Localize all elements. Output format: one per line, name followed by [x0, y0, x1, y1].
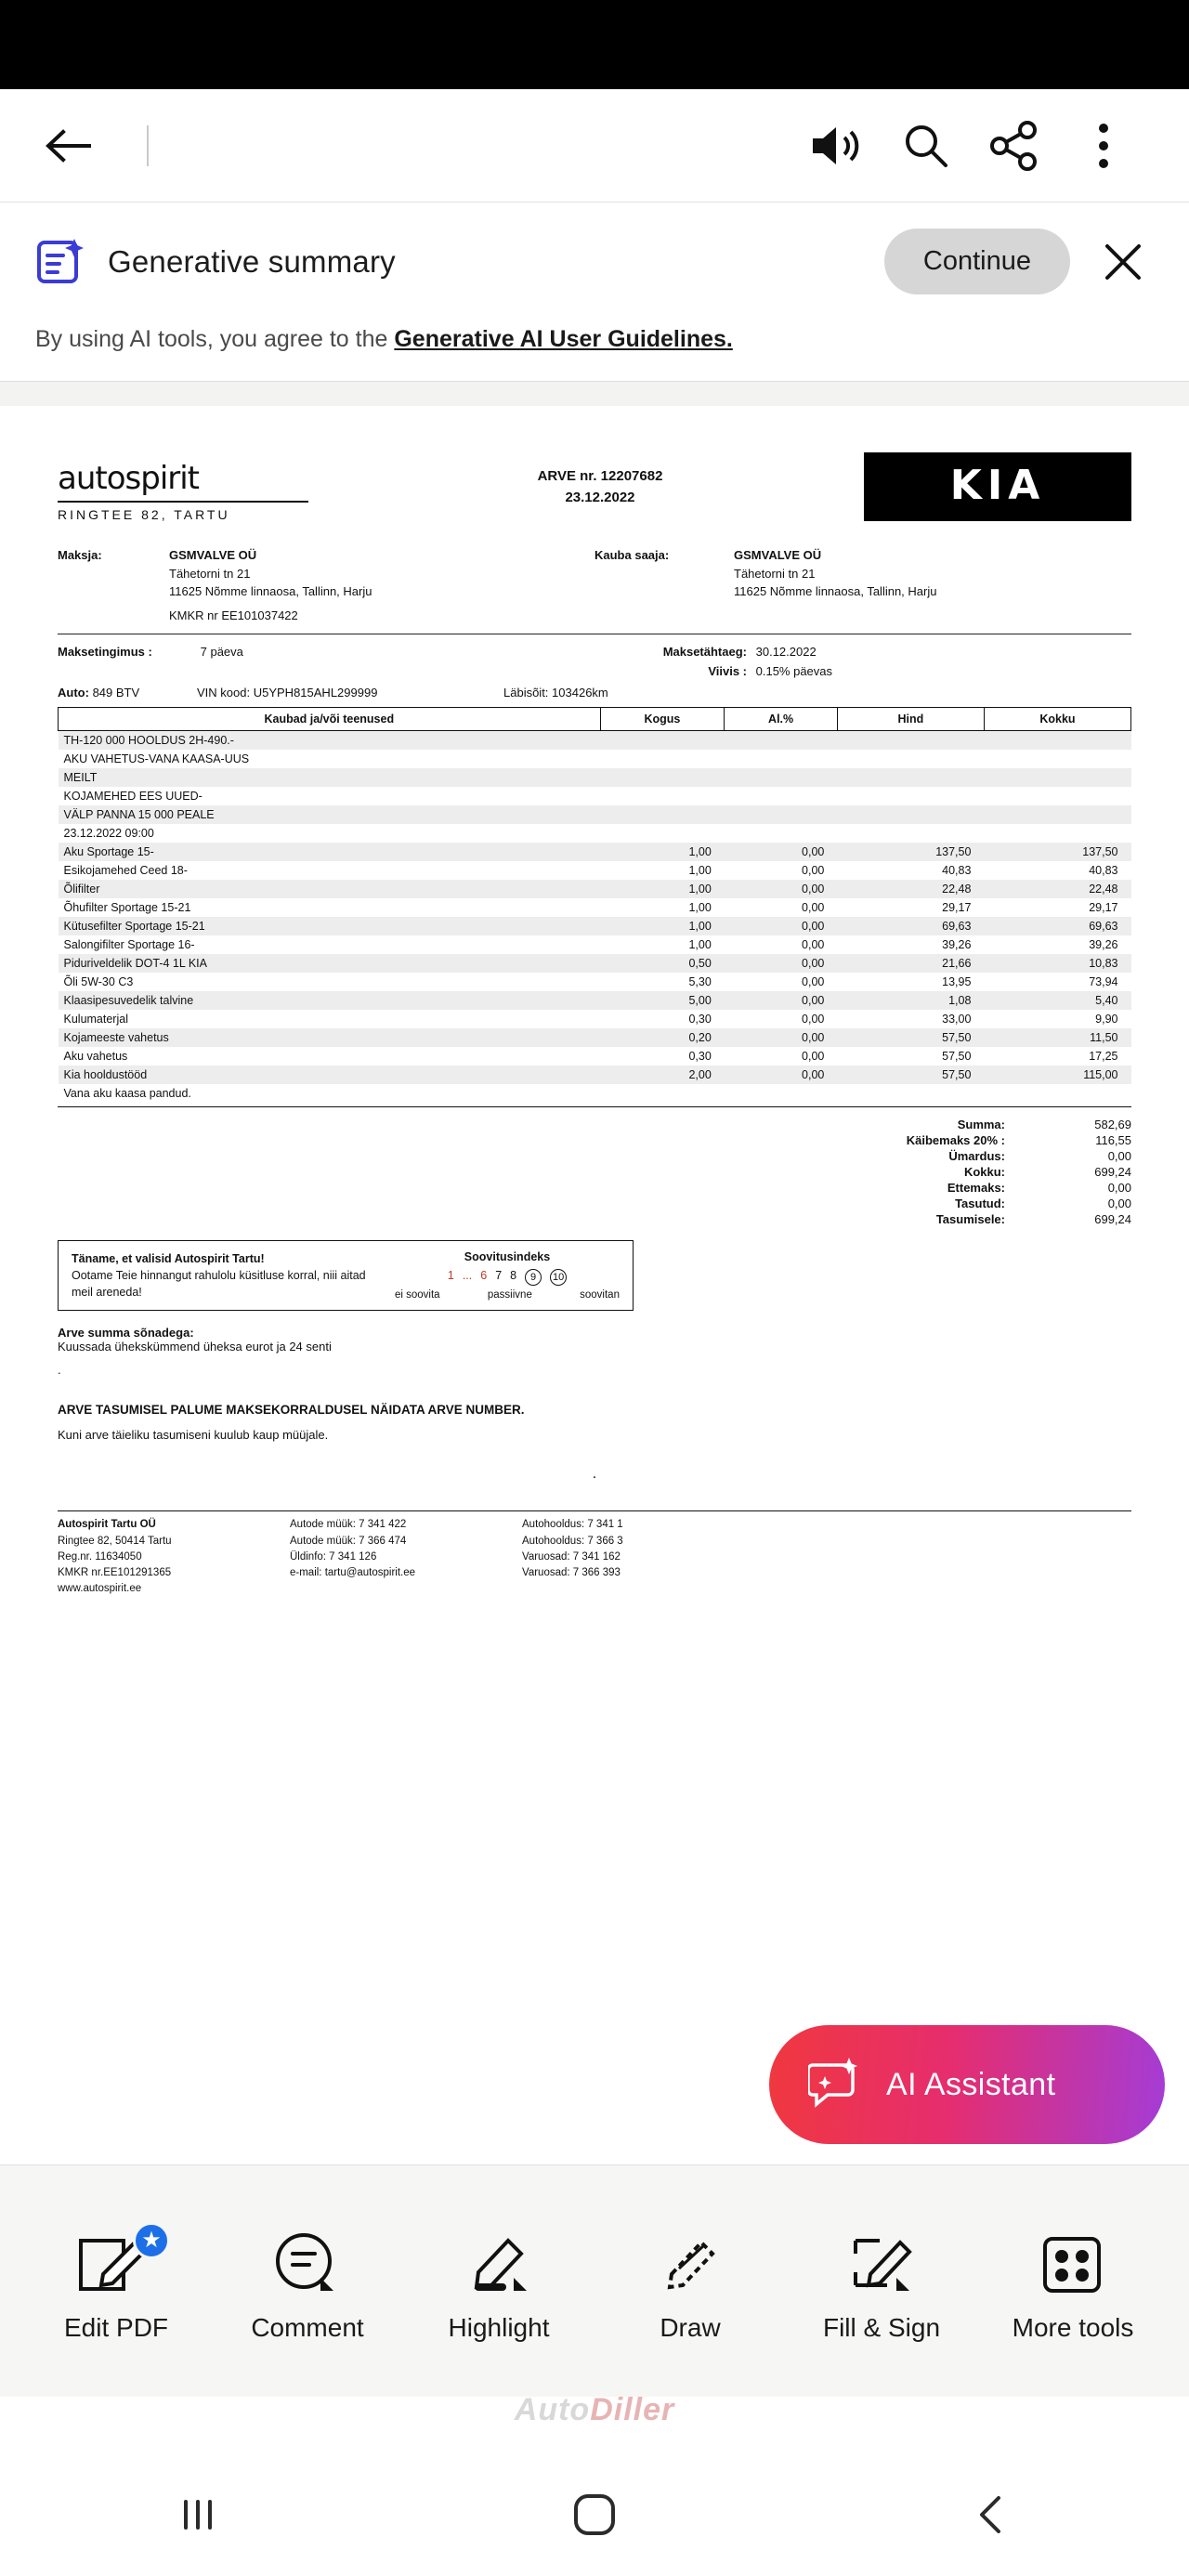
svg-text:KIA: KIA — [949, 462, 1046, 509]
generative-summary-title: Generative summary — [108, 243, 396, 279]
note-text: AKU VAHETUS-VANA KAASA-UUS — [59, 750, 1131, 768]
line-items-table — [58, 707, 1131, 1103]
cell-name: Kia hooldustööd — [59, 1066, 601, 1084]
draw-icon — [597, 2220, 783, 2309]
table-row — [59, 843, 1131, 861]
totals-label: Ümardus: — [948, 1148, 1005, 1163]
cell-disc: 0,00 — [725, 1028, 838, 1047]
search-icon — [899, 120, 951, 172]
footer-reg: Reg.nr. 11634050 — [58, 1550, 142, 1563]
penalty-label: Viivis : — [708, 664, 747, 679]
logo-wordmark: autospirit — [58, 460, 200, 497]
cell-total: 9,90 — [984, 1010, 1130, 1028]
recents-icon — [175, 2494, 221, 2535]
payer-name: GSMVALVE OÜ — [169, 548, 257, 562]
tool-highlight[interactable] — [406, 2220, 592, 2343]
watermark-part-1: Auto — [514, 2392, 591, 2427]
auto-label: Auto: — [58, 685, 89, 700]
footer-company: Autospirit Tartu OÜ — [58, 1519, 156, 1531]
cell-qty: 1,00 — [600, 843, 725, 861]
tool-label-edit-pdf: Edit PDF — [63, 2312, 169, 2342]
cell-total: 115,00 — [984, 1066, 1130, 1084]
table-row — [59, 973, 1131, 991]
tool-label-more-tools: More tools — [1012, 2312, 1134, 2342]
payer-block — [58, 546, 594, 624]
highlight-icon — [406, 2220, 592, 2309]
cell-price: 1,08 — [837, 991, 984, 1010]
table-note-row — [59, 730, 1131, 750]
nps-value: 9 — [525, 1269, 542, 1286]
header-total: Kokku — [984, 707, 1130, 730]
table-note-row — [59, 750, 1131, 768]
recents-button[interactable] — [105, 2494, 291, 2535]
cell-disc: 0,00 — [725, 1047, 838, 1066]
duedate-value: 30.12.2022 — [755, 645, 817, 659]
cell-name: Klaasipesuvedelik talvine — [59, 991, 601, 1010]
auto-value: 849 BTV — [92, 685, 140, 700]
arrow-left-icon — [45, 126, 95, 165]
more-tools-icon — [980, 2220, 1166, 2309]
totals-block — [58, 1117, 1131, 1227]
invoice-no-label: ARVE nr. — [537, 468, 597, 484]
fill-sign-icon — [789, 2220, 974, 2309]
cell-total: 29,17 — [984, 898, 1130, 917]
receiver-address-1: Tähetorni tn 21 — [734, 566, 816, 581]
vin-value: U5YPH815AHL299999 — [253, 685, 378, 700]
nps-value: 1 — [447, 1268, 454, 1282]
document-footer — [58, 1517, 1131, 1597]
cell-name: Piduriveldelik DOT-4 1L KIA — [59, 954, 601, 973]
totals-row — [907, 1117, 1131, 1132]
footer-contact-line: Autohooldus: 7 366 3 — [522, 1535, 623, 1547]
totals-value: 582,69 — [1094, 1117, 1131, 1131]
logo-subtitle: RINGTEE 82, TARTU — [58, 507, 230, 522]
footer-rule — [58, 1510, 1131, 1511]
nps-title: Soovitusindeks — [464, 1249, 551, 1263]
edit-pdf-badge: ★ — [133, 2222, 170, 2259]
cell-qty: 2,00 — [600, 1066, 725, 1084]
cell-price: 137,50 — [837, 843, 984, 861]
tool-label-draw: Draw — [660, 2312, 721, 2342]
divider-2 — [58, 1106, 1131, 1107]
cell-disc: 0,00 — [725, 935, 838, 954]
feedback-text: Ootame Teie hinnangut rahulolu küsitluse korral, niii aitad meil areneda! — [72, 1269, 366, 1300]
watermark-part-2: Diller — [590, 2392, 675, 2427]
tool-edit-pdf[interactable] — [23, 2220, 209, 2343]
cell-total: 69,63 — [984, 917, 1130, 935]
feedback-box — [58, 1240, 634, 1311]
tool-comment[interactable] — [215, 2220, 400, 2343]
generative-summary-banner — [0, 203, 1189, 311]
tool-draw[interactable] — [597, 2220, 783, 2343]
receiver-block — [594, 546, 1131, 624]
ai-terms-prefix: By using AI tools, you agree to the — [35, 326, 395, 352]
vehicle-row — [58, 686, 1131, 700]
cell-qty: 0,20 — [600, 1028, 725, 1047]
edit-pdf-icon — [23, 2220, 209, 2309]
cell-name: Õhufilter Sportage 15-21 — [59, 898, 601, 917]
footer-contact-line: Autohooldus: 7 341 1 — [522, 1519, 623, 1531]
table-row — [59, 1066, 1131, 1084]
amount-words-label: Arve summa sõnadega: — [58, 1326, 194, 1340]
totals-value: 0,00 — [1107, 1196, 1131, 1210]
cell-disc: 0,00 — [725, 973, 838, 991]
totals-row — [907, 1180, 1131, 1196]
footer-contact-line: Autode müük: 7 341 422 — [290, 1519, 407, 1531]
totals-value: 699,24 — [1094, 1211, 1131, 1226]
totals-label: Tasumisele: — [935, 1211, 1005, 1226]
payer-label: Maksja: — [58, 548, 102, 562]
footer-kmkr: KMKR nr.EE101291365 — [58, 1567, 172, 1578]
overflow-menu-button[interactable] — [1059, 120, 1148, 172]
cell-name: Kojameeste vahetus — [59, 1028, 601, 1047]
pdf-viewer[interactable] — [0, 382, 1189, 1595]
logo-rule — [58, 501, 308, 503]
ai-assistant-button[interactable] — [769, 2025, 1165, 2144]
cell-disc: 0,00 — [725, 1010, 838, 1028]
totals-value: 699,24 — [1094, 1164, 1131, 1179]
totals-label: Käibemaks 20% : — [906, 1132, 1005, 1147]
cell-price: 39,26 — [837, 935, 984, 954]
status-bar — [0, 0, 1189, 89]
duedate-label: Maksetähtaeg: — [662, 645, 747, 659]
totals-value: 116,55 — [1095, 1132, 1131, 1147]
comment-icon — [215, 2220, 400, 2309]
totals-row — [907, 1211, 1131, 1227]
totals-label: Ettemaks: — [947, 1180, 1005, 1195]
payment-notice: ARVE TASUMISEL PALUME MAKSEKORRALDUSEL NÄIDATA ARVE NUMBER. — [58, 1403, 525, 1418]
payer-vat: KMKR nr EE101037422 — [169, 608, 298, 622]
cell-total: 39,26 — [984, 935, 1130, 954]
payment-terms-block — [58, 642, 1131, 682]
ai-assistant-icon — [808, 2056, 862, 2114]
tool-more-tools[interactable] — [980, 2220, 1166, 2343]
cell-disc: 0,00 — [725, 1066, 838, 1084]
footer-contact-line: Varuosad: 7 366 393 — [522, 1567, 621, 1578]
cell-name: Esikojamehed Ceed 18- — [59, 861, 601, 880]
cell-qty: 5,30 — [600, 973, 725, 991]
cell-price: 57,50 — [837, 1066, 984, 1084]
company-logo — [58, 447, 336, 522]
nps-value: 8 — [510, 1268, 517, 1282]
footer-contacts-sales — [290, 1517, 522, 1597]
footer-address: Ringtee 82, 50414 Tartu — [58, 1535, 172, 1547]
totals-row — [907, 1164, 1131, 1180]
system-navigation-bar — [0, 2452, 1189, 2576]
cell-disc: 0,00 — [725, 898, 838, 917]
table-row — [59, 880, 1131, 898]
header-qty: Kogus — [600, 707, 725, 730]
tool-label-comment: Comment — [251, 2312, 364, 2342]
totals-value: 0,00 — [1107, 1148, 1131, 1163]
cell-qty: 1,00 — [600, 861, 725, 880]
cell-total: 137,50 — [984, 843, 1130, 861]
note-text: KOJAMEHED EES UUED- — [59, 787, 1131, 805]
nps-left-label: ei soovita — [395, 1288, 440, 1301]
nav-back-button[interactable] — [898, 2492, 1084, 2537]
cell-price: 40,83 — [837, 861, 984, 880]
nps-value: ... — [462, 1268, 473, 1282]
receiver-name: GSMVALVE OÜ — [734, 548, 822, 562]
nps-right-label: soovitan — [580, 1288, 620, 1301]
page-center-dot: . — [592, 1466, 597, 1483]
ai-guidelines-link[interactable]: Generative AI User Guidelines. — [394, 326, 733, 352]
cell-disc: 0,00 — [725, 880, 838, 898]
close-summary-button[interactable] — [1091, 241, 1156, 283]
cell-name: Salongifilter Sportage 16- — [59, 935, 601, 954]
cell-qty: 0,30 — [600, 1047, 725, 1066]
footer-contacts-service — [522, 1517, 764, 1597]
parties-block — [58, 546, 1131, 624]
cell-qty: 1,00 — [600, 917, 725, 935]
cell-price: 57,50 — [837, 1047, 984, 1066]
close-icon — [1102, 241, 1144, 283]
table-row — [59, 917, 1131, 935]
site-watermark — [0, 2392, 1189, 2428]
nav-back-icon — [971, 2492, 1012, 2537]
cell-name: Aku Sportage 15- — [59, 843, 601, 861]
share-icon — [988, 120, 1040, 172]
payterms-label: Maksetingimus : — [58, 645, 152, 659]
penalty-value: 0.15% päevas — [755, 664, 833, 679]
cell-name: Aku vahetus — [59, 1047, 601, 1066]
cell-total: 5,40 — [984, 991, 1130, 1010]
ai-assistant-label: AI Assistant — [886, 2066, 1056, 2102]
totals-row — [907, 1132, 1131, 1148]
cell-price: 57,50 — [837, 1028, 984, 1047]
cell-disc: 0,00 — [725, 861, 838, 880]
cell-price: 33,00 — [837, 1010, 984, 1028]
kia-logo — [864, 452, 1131, 521]
tool-fill-sign[interactable] — [789, 2220, 974, 2343]
cell-qty: 0,50 — [600, 954, 725, 973]
cell-total: 11,50 — [984, 1028, 1130, 1047]
table-row — [59, 1010, 1131, 1028]
invoice-page — [0, 406, 1189, 1595]
cell-total: 22,48 — [984, 880, 1130, 898]
cell-qty: 0,30 — [600, 1010, 725, 1028]
spacer-dot: . — [58, 1363, 61, 1378]
footer-contact-line: e-mail: tartu@autospirit.ee — [290, 1567, 416, 1578]
totals-row — [907, 1148, 1131, 1164]
nps-value: 10 — [550, 1269, 567, 1286]
totals-label: Summa: — [957, 1117, 1005, 1131]
app-toolbar — [0, 89, 1189, 203]
speaker-icon — [807, 121, 865, 171]
receiver-label: Kauba saaja: — [594, 548, 670, 562]
cell-name: Kütusefilter Sportage 15-21 — [59, 917, 601, 935]
nps-value: 7 — [495, 1268, 503, 1282]
cell-price: 21,66 — [837, 954, 984, 973]
table-note-row — [59, 768, 1131, 787]
totals-row — [907, 1196, 1131, 1211]
cell-qty: 1,00 — [600, 898, 725, 917]
pdf-tools-bar — [0, 2164, 1189, 2397]
table-row — [59, 898, 1131, 917]
ownership-notice: Kuni arve täieliku tasumiseni kuulub kaup müüjale. — [58, 1428, 329, 1443]
nps-mid-label: passiivne — [487, 1288, 532, 1301]
table-row — [59, 935, 1131, 954]
footer-web: www.autospirit.ee — [58, 1583, 142, 1595]
invoice-no-value: 12207682 — [600, 468, 663, 484]
table-final-note-row — [59, 1084, 1131, 1103]
table-note-row — [59, 805, 1131, 824]
final-note-text: Vana aku kaasa pandud. — [59, 1084, 1131, 1103]
cell-disc: 0,00 — [725, 917, 838, 935]
cell-name: Kulumaterjal — [59, 1010, 601, 1028]
more-vertical-icon — [1094, 120, 1113, 172]
nps-value: 6 — [480, 1268, 488, 1282]
totals-label: Kokku: — [963, 1164, 1005, 1179]
note-text: 23.12.2022 09:00 — [59, 824, 1131, 843]
table-row — [59, 1028, 1131, 1047]
table-row — [59, 991, 1131, 1010]
cell-name: Õli 5W-30 C3 — [59, 973, 601, 991]
footer-contact-line: Üldinfo: 7 341 126 — [290, 1550, 377, 1563]
payer-address-1: Tähetorni tn 21 — [169, 566, 251, 581]
table-header-row — [59, 707, 1131, 730]
cell-qty: 1,00 — [600, 880, 725, 898]
footer-contact-line: Autode müük: 7 366 474 — [290, 1535, 407, 1547]
cell-disc: 0,00 — [725, 991, 838, 1010]
table-note-row — [59, 787, 1131, 805]
cell-price: 69,63 — [837, 917, 984, 935]
cell-price: 13,95 — [837, 973, 984, 991]
note-text: MEILT — [59, 768, 1131, 787]
toolbar-divider — [147, 125, 149, 166]
cell-price: 22,48 — [837, 880, 984, 898]
header-description: Kaubad ja/või teenused — [59, 707, 601, 730]
home-icon — [570, 2491, 619, 2539]
invoice-meta — [336, 447, 864, 509]
tool-label-fill-sign: Fill & Sign — [822, 2312, 941, 2342]
cell-disc: 0,00 — [725, 954, 838, 973]
vin-label: VIN kood: — [197, 685, 251, 700]
cell-total: 10,83 — [984, 954, 1130, 973]
sound-button[interactable] — [791, 121, 881, 171]
cell-total: 73,94 — [984, 973, 1130, 991]
home-button[interactable] — [502, 2491, 687, 2539]
table-row — [59, 1047, 1131, 1066]
cell-price: 29,17 — [837, 898, 984, 917]
totals-value: 0,00 — [1107, 1180, 1131, 1195]
table-row — [59, 954, 1131, 973]
ai-document-icon — [33, 235, 87, 289]
cell-total: 40,83 — [984, 861, 1130, 880]
payer-address-2: 11625 Nõmme linnaosa, Tallinn, Harju — [169, 584, 372, 598]
note-text: TH-120 000 HOOLDUS 2H-490.- — [59, 730, 1131, 750]
odo-value: 103426km — [552, 685, 608, 700]
table-note-row — [59, 824, 1131, 843]
cell-disc: 0,00 — [725, 843, 838, 861]
cell-name: Õlifilter — [59, 880, 601, 898]
amount-words-value: Kuussada ühekskümmend üheksa eurot ja 24 senti — [58, 1340, 332, 1354]
table-row — [59, 861, 1131, 880]
payterms-value: 7 päeva — [200, 645, 243, 659]
totals-label: Tasutud: — [955, 1196, 1005, 1210]
footer-contact-line: Varuosad: 7 341 162 — [522, 1550, 621, 1563]
search-button[interactable] — [881, 120, 970, 172]
ai-terms-text — [0, 311, 1189, 382]
nps-scale — [395, 1269, 620, 1286]
tool-label-highlight: Highlight — [448, 2312, 550, 2342]
continue-button[interactable]: Continue — [884, 229, 1070, 294]
header-price: Hind — [837, 707, 984, 730]
back-button[interactable] — [37, 126, 102, 165]
amount-in-words-block — [58, 1326, 1131, 1353]
note-text: VÄLP PANNA 15 000 PEALE — [59, 805, 1131, 824]
odo-label: Läbisõit: — [503, 685, 549, 700]
feedback-title: Täname, et valisid Autospirit Tartu! — [72, 1251, 265, 1265]
cell-total: 17,25 — [984, 1047, 1130, 1066]
share-button[interactable] — [970, 120, 1059, 172]
header-discount: Al.% — [725, 707, 838, 730]
receiver-address-2: 11625 Nõmme linnaosa, Tallinn, Harju — [734, 584, 937, 598]
cell-qty: 1,00 — [600, 935, 725, 954]
invoice-date: 23.12.2022 — [565, 490, 635, 506]
cell-qty: 5,00 — [600, 991, 725, 1010]
